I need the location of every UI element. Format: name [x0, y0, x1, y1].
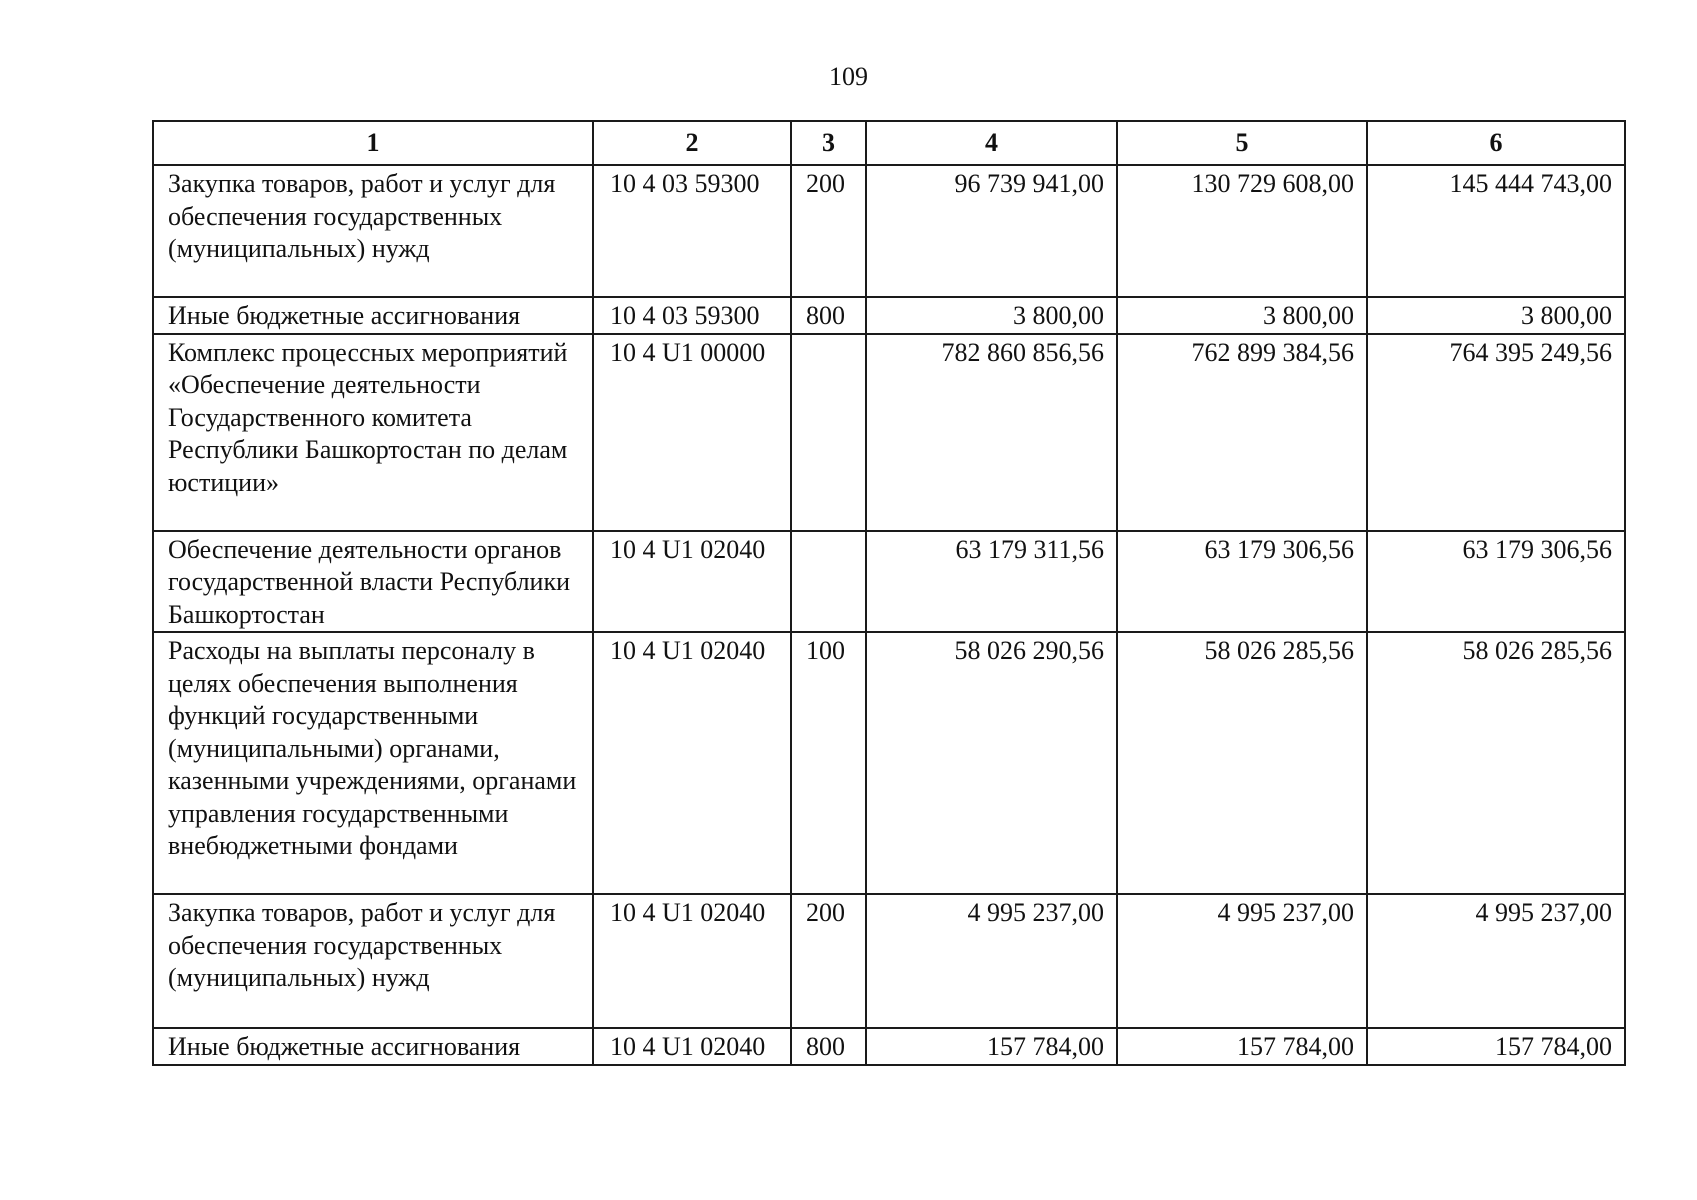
column-header-1: 1 [153, 121, 593, 165]
row-type-cell [791, 334, 866, 531]
table-row [153, 531, 1625, 633]
row-type-cell: 100 [791, 632, 866, 894]
row-name-cell: Закупка товаров, работ и услуг для обеспечения государственных (муниципальных) нужд [153, 165, 593, 297]
row-name-cell: Расходы на выплаты персоналу в целях обеспечения выполнения функций государственными (муниципальными) органами, казенными учреждениями, органами управления государственными внебюджетными фондами [153, 632, 593, 894]
row-sum-5-cell: 58 026 285,56 [1117, 632, 1367, 894]
row-type-cell: 800 [791, 1028, 866, 1065]
row-sum-4-cell: 3 800,00 [866, 297, 1117, 334]
row-sum-6-cell: 4 995 237,00 [1367, 894, 1625, 1028]
row-sum-6-cell: 58 026 285,56 [1367, 632, 1625, 894]
table-row [153, 297, 1625, 334]
row-type-cell: 800 [791, 297, 866, 334]
table-row [153, 165, 1625, 297]
row-sum-4-cell: 782 860 856,56 [866, 334, 1117, 531]
budget-table [152, 120, 1626, 1066]
row-type-cell: 200 [791, 165, 866, 297]
row-code-cell: 10 4 03 59300 [593, 297, 791, 334]
row-sum-6-cell: 764 395 249,56 [1367, 334, 1625, 531]
row-sum-6-cell: 3 800,00 [1367, 297, 1625, 334]
table-row [153, 1028, 1625, 1065]
table-header-row [153, 121, 1625, 165]
row-sum-5-cell: 762 899 384,56 [1117, 334, 1367, 531]
row-sum-5-cell: 4 995 237,00 [1117, 894, 1367, 1028]
table-row [153, 334, 1625, 531]
row-sum-6-cell: 157 784,00 [1367, 1028, 1625, 1065]
row-name-cell: Комплекс процессных мероприятий «Обеспечение деятельности Государственного комитета Республики Башкортостан по делам юстиции» [153, 334, 593, 531]
row-name-cell: Иные бюджетные ассигнования [153, 1028, 593, 1065]
column-header-6: 6 [1367, 121, 1625, 165]
row-sum-4-cell: 4 995 237,00 [866, 894, 1117, 1028]
row-code-cell: 10 4 U1 00000 [593, 334, 791, 531]
row-type-cell: 200 [791, 894, 866, 1028]
column-header-5: 5 [1117, 121, 1367, 165]
row-code-cell: 10 4 U1 02040 [593, 632, 791, 894]
column-header-3: 3 [791, 121, 866, 165]
row-sum-4-cell: 157 784,00 [866, 1028, 1117, 1065]
row-code-cell: 10 4 U1 02040 [593, 894, 791, 1028]
column-header-4: 4 [866, 121, 1117, 165]
row-name-cell: Закупка товаров, работ и услуг для обеспечения государственных (муниципальных) нужд [153, 894, 593, 1028]
row-type-cell [791, 531, 866, 633]
row-sum-5-cell: 157 784,00 [1117, 1028, 1367, 1065]
row-sum-4-cell: 96 739 941,00 [866, 165, 1117, 297]
row-sum-5-cell: 130 729 608,00 [1117, 165, 1367, 297]
row-code-cell: 10 4 U1 02040 [593, 531, 791, 633]
column-header-2: 2 [593, 121, 791, 165]
row-code-cell: 10 4 U1 02040 [593, 1028, 791, 1065]
row-sum-4-cell: 58 026 290,56 [866, 632, 1117, 894]
row-sum-4-cell: 63 179 311,56 [866, 531, 1117, 633]
row-code-cell: 10 4 03 59300 [593, 165, 791, 297]
row-name-cell: Обеспечение деятельности органов государственной власти Республики Башкортостан [153, 531, 593, 633]
row-sum-6-cell: 63 179 306,56 [1367, 531, 1625, 633]
row-sum-5-cell: 3 800,00 [1117, 297, 1367, 334]
page-number: 109 [829, 62, 868, 91]
row-name-cell: Иные бюджетные ассигнования [153, 297, 593, 334]
row-sum-5-cell: 63 179 306,56 [1117, 531, 1367, 633]
row-sum-6-cell: 145 444 743,00 [1367, 165, 1625, 297]
table-row [153, 894, 1625, 1028]
table-row [153, 632, 1625, 894]
